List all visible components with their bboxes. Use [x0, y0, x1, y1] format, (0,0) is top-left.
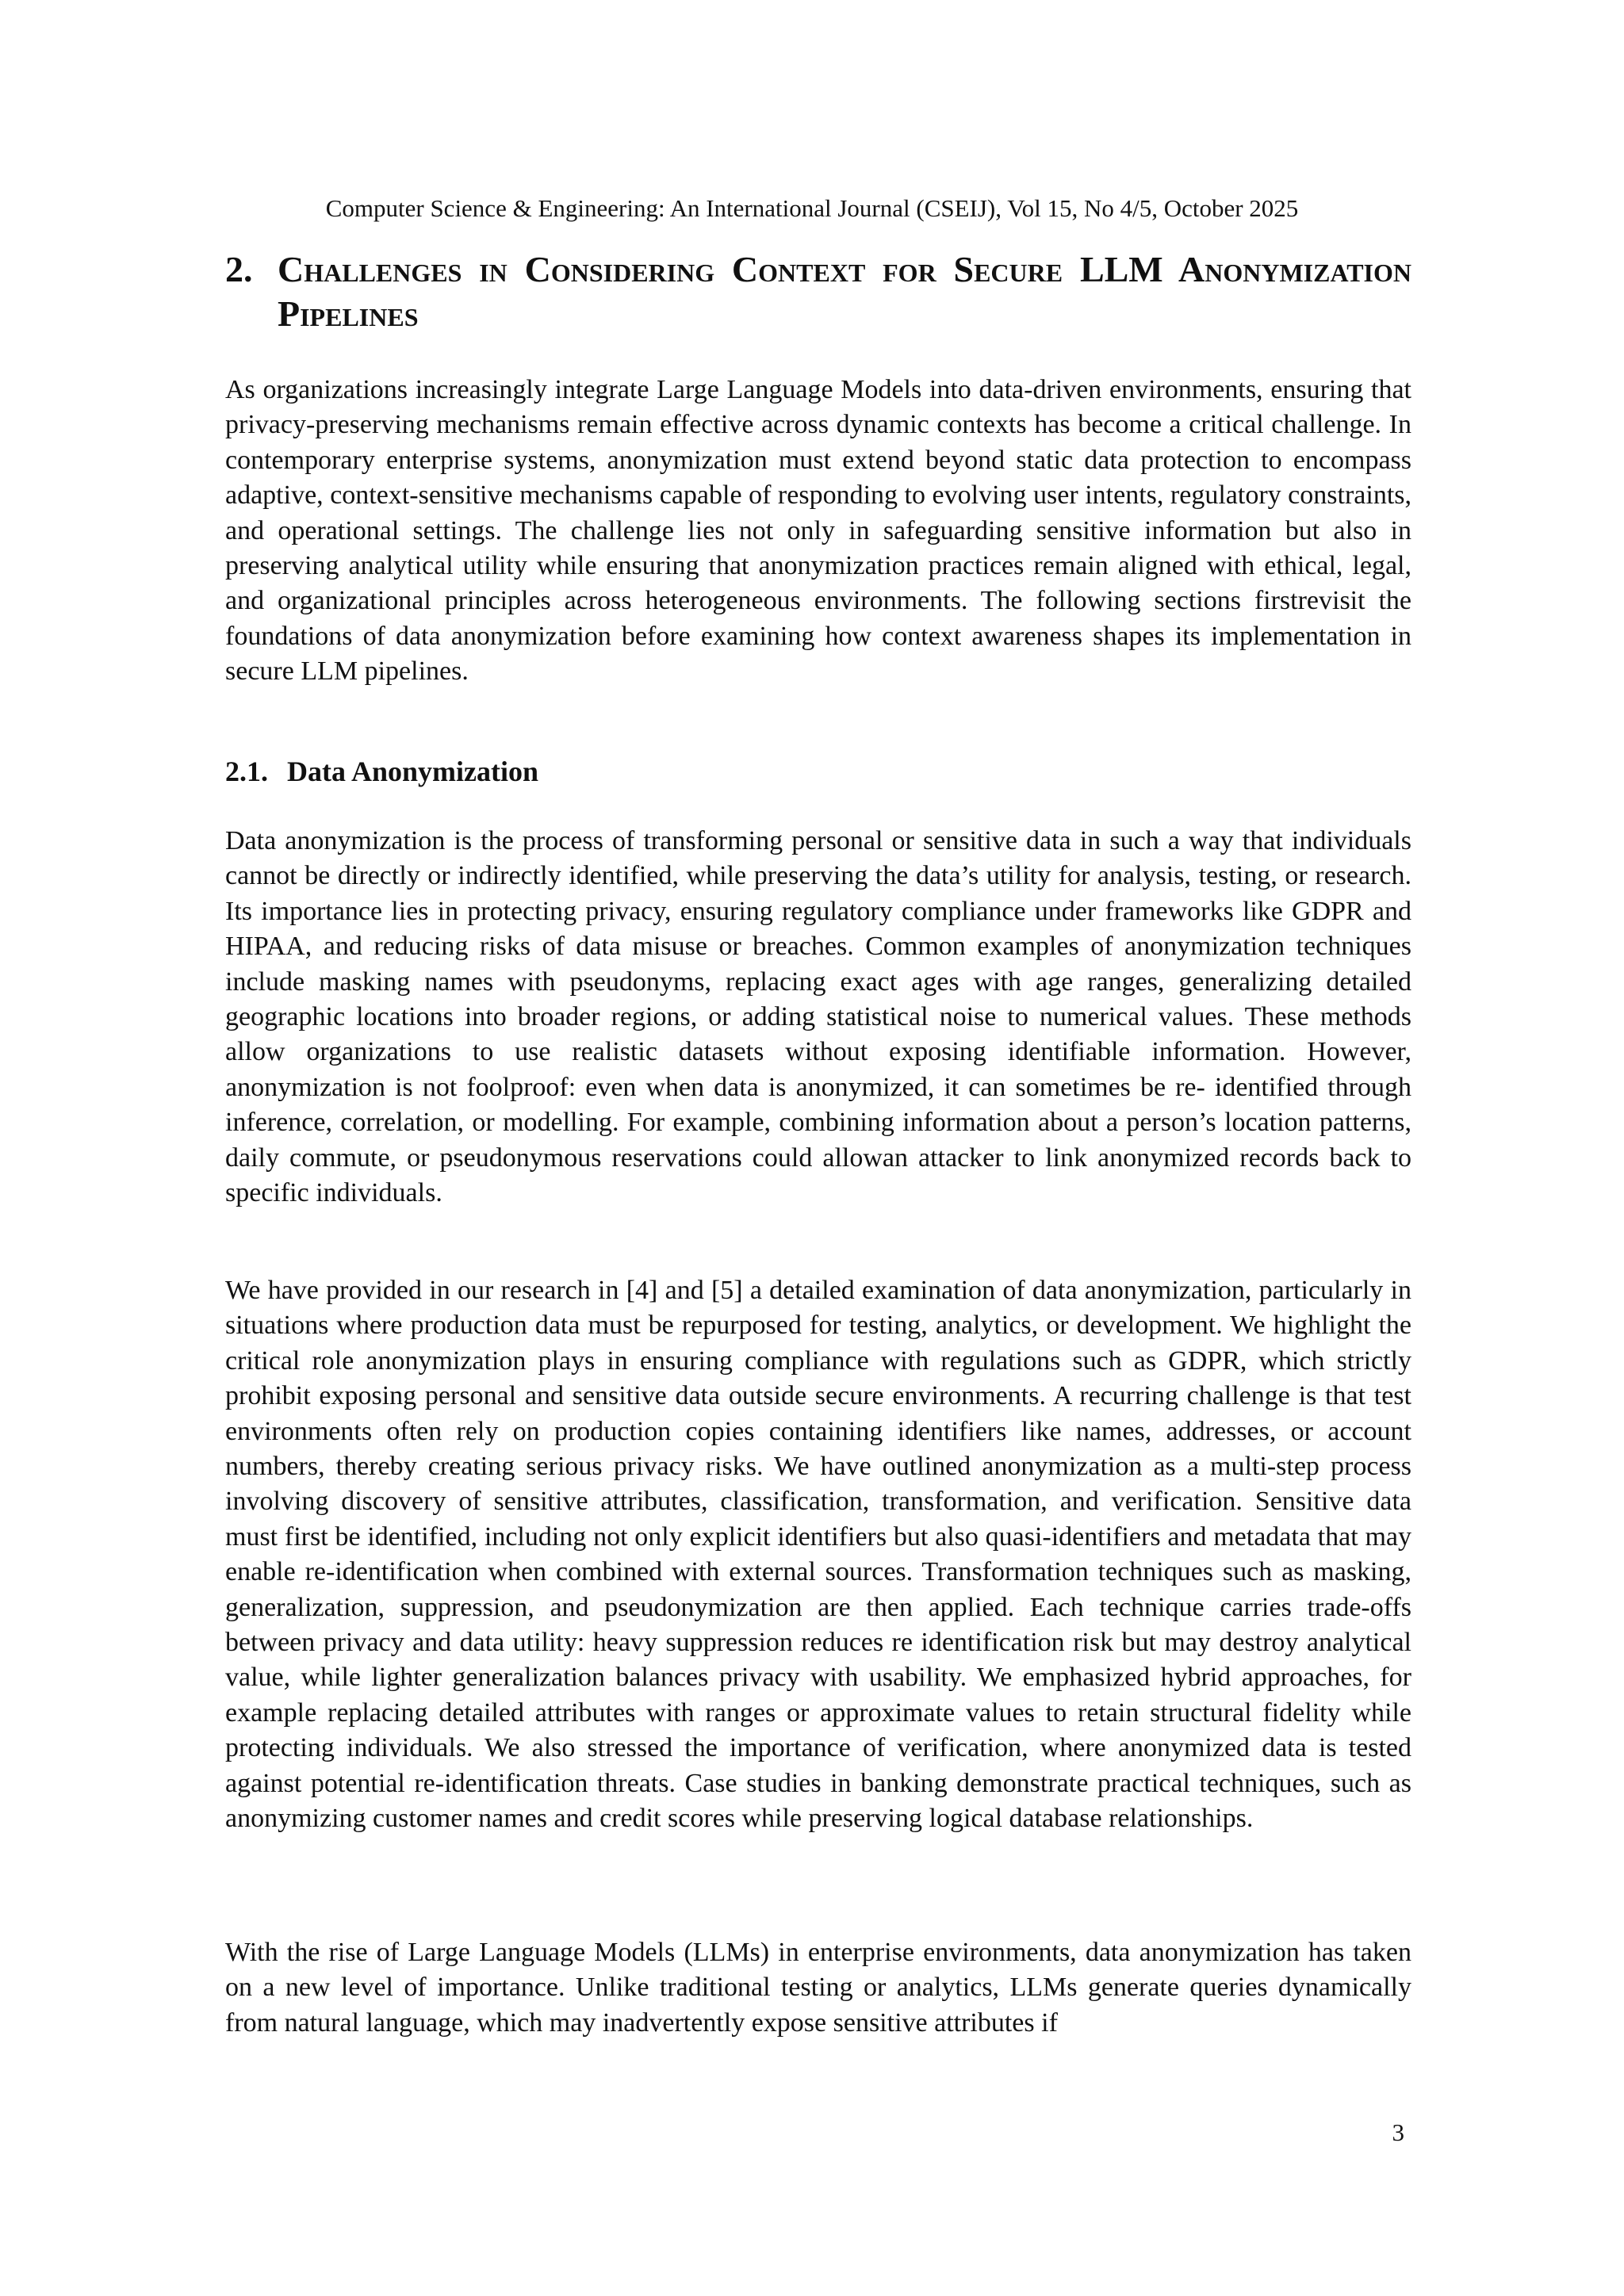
body-paragraph: Data anonymization is the process of transforming personal or sensitive data in such a way that individuals cannot be directly or indirectly identified, while preserving the data’s utility for analysis, testing, or research. Its importance lies in protecting privacy, ensuring regulatory compliance under frameworks like GDPR and HIPAA, and reducing risks of data misuse or breaches. Common examples of anonymization techniques include masking names with pseudonyms, replacing exact ages with age ranges, generalizing detailed geographic locations into broader regions, or adding statistical noise to numerical values. These methods allow organizations to use realistic datasets without exposing identifiable information. However, anonymization is not foolproof: even when data is anonymized, it can sometimes be re- identified through inference, correlation, or modelling. For example, combining information about a person’s location patterns, daily commute, or pseudonymous reservations could allowan attacker to link anonymized records back to specific individuals. — [225, 826, 1411, 1208]
page-number: 3 — [1392, 2118, 1404, 2146]
subsection-title: Data Anonymization — [287, 756, 539, 787]
body-paragraph: With the rise of Large Language Models (LLMs) in enterprise environments, data anonymization has taken on a new level of importance. Unlike traditional testing or analytics, LLMs generate queries dynamically from natural language, which may inadvertently expose sensitive attributes if — [225, 1938, 1411, 2038]
running-header: Computer Science & Engineering: An International Journal (CSEIJ), Vol 15, No 4/5, October 2025 — [325, 194, 1299, 222]
section-title: Challenges in Considering Context for Secure LLM Anonymization Pipelines — [278, 249, 1411, 334]
section-heading — [225, 247, 1411, 336]
section-intro-paragraph: As organizations increasingly integrate Large Language Models into data-driven environments, ensuring that privacy-preserving mechanisms remain effective across dynamic contexts has become a critical challenge. In contemporary enterprise systems, anonymization must extend beyond static data protection to encompass adaptive, context-sensitive mechanisms capable of responding to evolving user intents, regulatory constraints, and operational settings. The challenge lies not only in safeguarding sensitive information but also in preserving analytical utility while ensuring that anonymization practices remain aligned with ethical, legal, and organizational principles across heterogeneous environments. The following sections firstrevisit the foundations of data anonymization before examining how context awareness shapes its implementation in secure LLM pipelines. — [225, 375, 1411, 687]
body-paragraph: We have provided in our research in [4] and [5] a detailed examination of data anonymization, particularly in situations where production data must be repurposed for testing, analytics, or development. We highlight the critical role anonymization plays in ensuring compliance with regulations such as GDPR, which strictly prohibit exposing personal and sensitive data outside secure environments. A recurring challenge is that test environments often rely on production copies containing identifiers like names, addresses, or account numbers, thereby creating serious privacy risks. We have outlined anonymization as a multi-step process involving discovery of sensitive attributes, classification, transformation, and verification. Sensitive data must first be identified, including not only explicit identifiers but also quasi-identifiers and metadata that may enable re-identification when combined with external sources. Transformation techniques such as masking, generalization, suppression, and pseudonymization are then applied. Each technique carries trade-offs between privacy and data utility: heavy suppression reduces re identification risk but may destroy analytical value, while lighter generalization balances privacy with usability. We emphasized hybrid approaches, for example replacing detailed attributes with ranges or approximate values to retain structural fidelity while protecting individuals. We also stressed the importance of verification, where anonymized data is tested against potential re-identification threats. Case studies in banking demonstrate practical techniques, such as anonymizing customer names and credit scores while preserving logical database relationships. — [225, 1276, 1411, 1834]
section-number: 2. — [225, 249, 253, 289]
subsection-heading — [225, 753, 538, 790]
subsection-number: 2.1. — [225, 756, 268, 787]
